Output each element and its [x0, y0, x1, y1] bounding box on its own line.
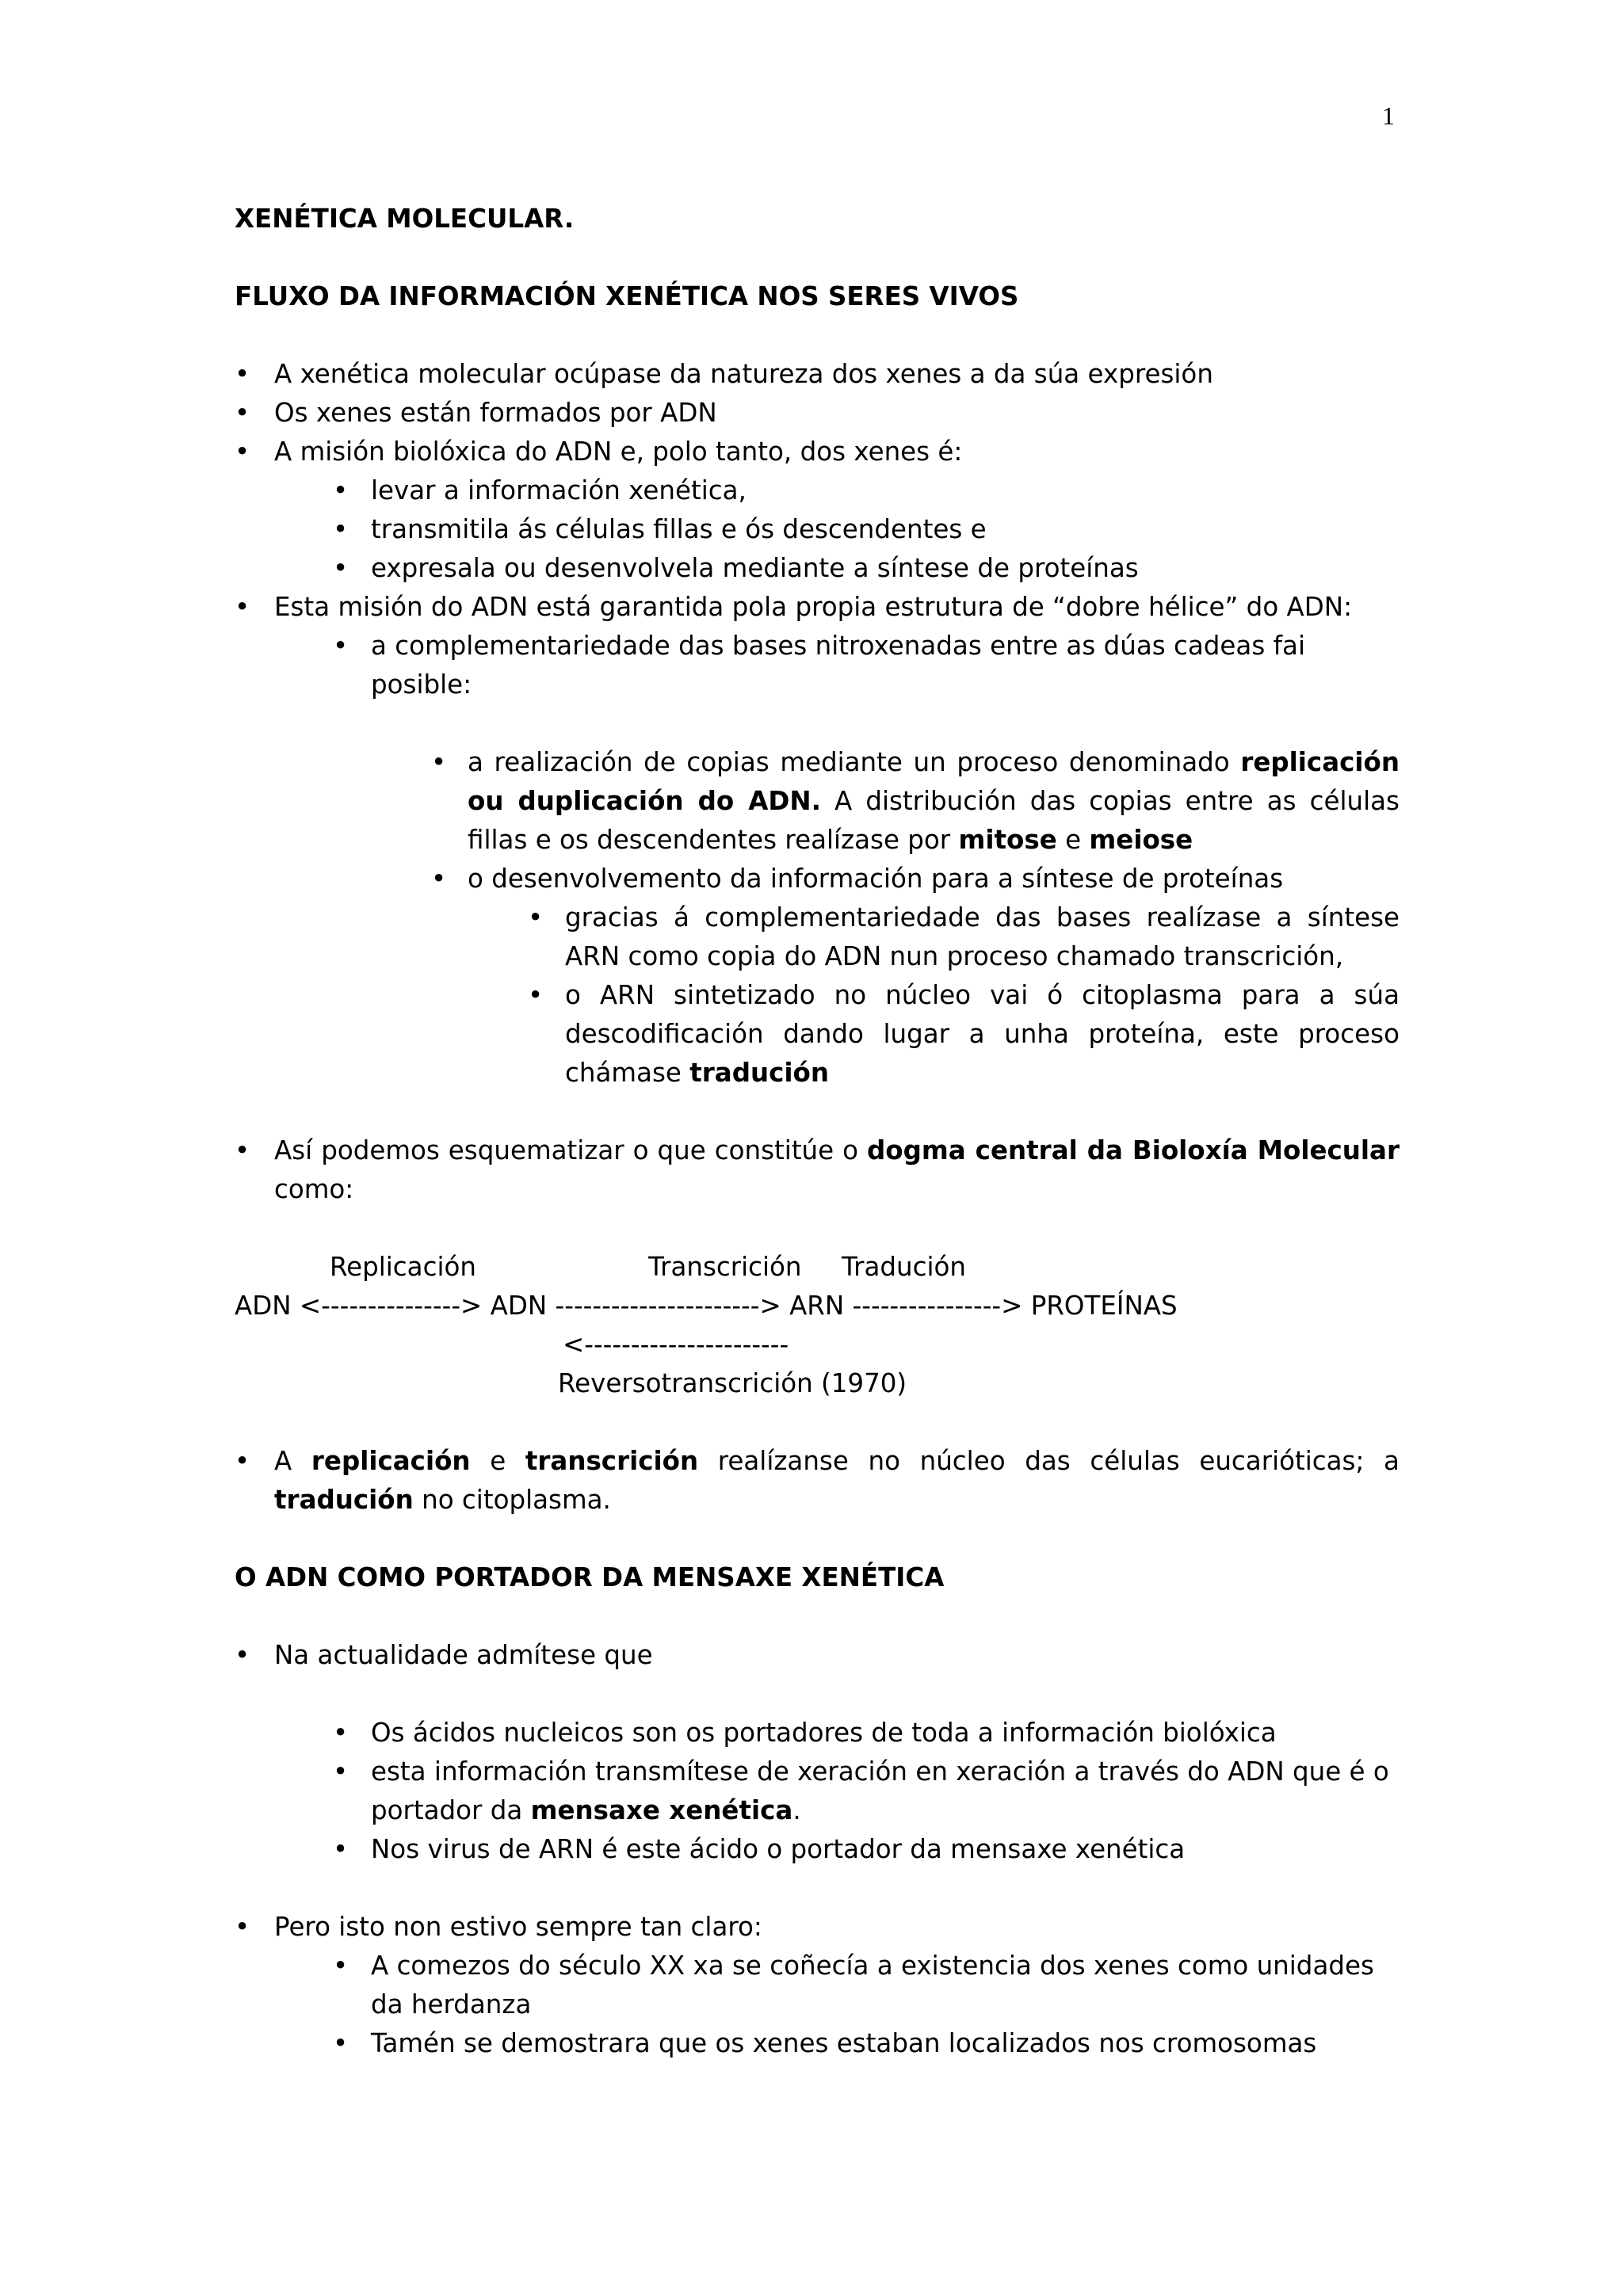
page-number: 1 — [1382, 101, 1395, 130]
list-item: • Nos virus de ARN é este ácido o portador da mensaxe xenética — [235, 1830, 1400, 1869]
list-item: • o ARN sintetizado no núcleo vai ó citoplasma para a súa descodificación dando lugar a unha proteína, este proceso chámase tradución — [235, 976, 1400, 1093]
central-dogma-diagram — [235, 1248, 1400, 1403]
label-transcricion: Transcrición — [648, 1252, 802, 1282]
label-replicacion: Replicación — [330, 1252, 476, 1282]
carrier-sublist — [235, 1714, 1400, 1869]
list-item: • Así podemos esquematizar o que constitúe o dogma central da Bioloxía Molecular como: — [235, 1131, 1400, 1209]
list-item: • Pero isto non estivo sempre tan claro: — [235, 1908, 1400, 1947]
list-item: • levar a información xenética, — [235, 471, 1400, 510]
list-item: • Tamén se demostrara que os xenes estaban localizados nos cromosomas — [235, 2024, 1400, 2063]
label-reversotranscricion: Reversotranscrición (1970) — [558, 1368, 907, 1398]
location-list — [235, 1442, 1400, 1520]
section-heading-flow: FLUXO DA INFORMACIÓN XENÉTICA NOS SERES VIVOS — [235, 281, 1019, 311]
reverse-arrow: <---------------------- — [563, 1329, 789, 1360]
flow-list — [235, 355, 1400, 704]
flow-line: ADN <---------------> ADN ----------------------> ARN ----------------> PROTEÍNAS — [235, 1291, 1178, 1321]
list-item: • o desenvolvemento da información para a síntese de proteínas — [235, 860, 1400, 898]
list-item: • Esta misión do ADN está garantida pola propia estrutura de “dobre hélice” do ADN: — [235, 588, 1400, 627]
list-item: • gracias á complementariedade das bases realízase a síntese ARN como copia do ADN nun proceso chamado transcrición, — [235, 898, 1400, 976]
list-item: • a realización de copias mediante un proceso denominado replicación ou duplicación do ADN. A distribución das copias entre as células fillas e os descendentes realízase por mitose e meiose — [235, 743, 1400, 860]
document-body — [235, 200, 1400, 2063]
label-traducion: Tradución — [842, 1252, 966, 1282]
list-item: • Os xenes están formados por ADN — [235, 394, 1400, 433]
dogma-list — [235, 1131, 1400, 1209]
list-item: • A replicación e transcrición realízanse no núcleo das células eucarióticas; a tradución no citoplasma. — [235, 1442, 1400, 1520]
complementarity-list — [235, 743, 1400, 1093]
list-item: • Os ácidos nucleicos son os portadores de toda a información biolóxica — [235, 1714, 1400, 1753]
list-item: • A misión biolóxica do ADN e, polo tanto, dos xenes é: — [235, 433, 1400, 471]
list-item: • transmitila ás células fillas e ós descendentes e — [235, 510, 1400, 549]
list-item: • A comezos do século XX xa se coñecía a existencia dos xenes como unidades da herdanza — [235, 1947, 1400, 2024]
list-item: • esta información transmítese de xeración en xeración a través do ADN que é o portador da mensaxe xenética. — [235, 1753, 1400, 1830]
carrier-list — [235, 1636, 1400, 1675]
list-item: • a complementariedade das bases nitroxenadas entre as dúas cadeas fai posible: — [235, 627, 1400, 704]
section-heading-dna-carrier: O ADN COMO PORTADOR DA MENSAXE XENÉTICA — [235, 1562, 945, 1592]
document-title: XENÉTICA MOLECULAR. — [235, 204, 575, 234]
list-item: • expresala ou desenvolvela mediante a síntese de proteínas — [235, 549, 1400, 588]
list-item: • A xenética molecular ocúpase da natureza dos xenes a da súa expresión — [235, 355, 1400, 394]
history-list — [235, 1908, 1400, 2063]
list-item: • Na actualidade admítese que — [235, 1636, 1400, 1675]
